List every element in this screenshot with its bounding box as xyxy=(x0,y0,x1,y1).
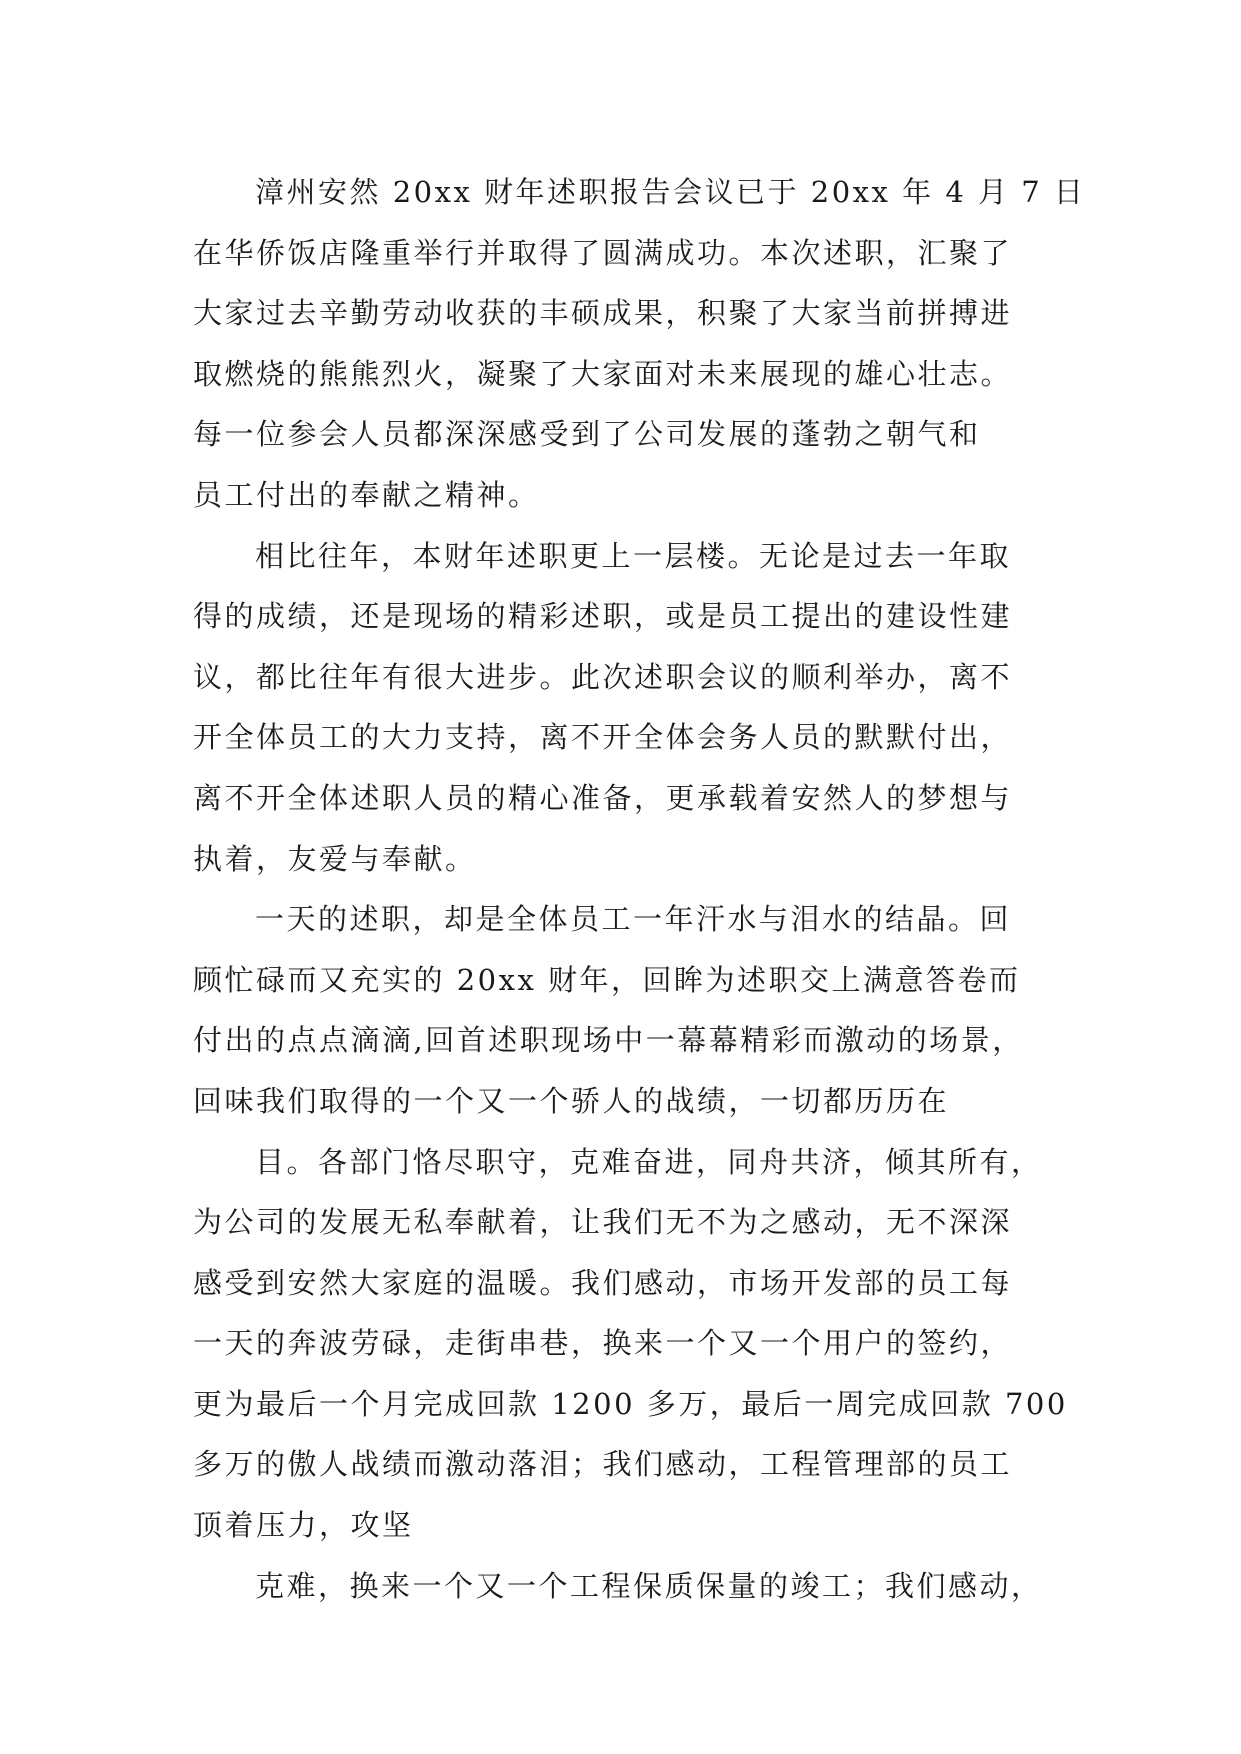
text-line: 顾忙碌而又充实的 20xx 财年，回眸为述职交上满意答卷而 xyxy=(193,962,1021,997)
text-line: 付出的点点滴滴,回首述职现场中一幕幕精彩而激动的场景， xyxy=(193,1023,1024,1058)
text-line: 每一位参会人员都深深感受到了公司发展的蓬勃之朝气和 xyxy=(193,417,981,452)
text-line: 一天的奔波劳碌，走街串巷，换来一个又一个用户的签约， xyxy=(193,1326,1013,1361)
text-line: 更为最后一个月完成回款 1200 多万，最后一周完成回款 700 xyxy=(193,1386,1068,1421)
text-line: 议，都比往年有很大进步。此次述职会议的顺利举办，离不 xyxy=(193,659,1013,694)
text-line: 离不开全体述职人员的精心准备，更承载着安然人的梦想与 xyxy=(193,780,1013,815)
text-line: 取燃烧的熊熊烈火，凝聚了大家面对未来展现的雄心壮志。 xyxy=(193,356,1013,391)
text-line: 在华侨饭店隆重举行并取得了圆满成功。本次述职，汇聚了 xyxy=(193,235,1013,270)
text-line: 克难，换来一个又一个工程保质保量的竣工；我们感动， xyxy=(255,1568,1043,1603)
text-line: 为公司的发展无私奉献着，让我们无不为之感动，无不深深 xyxy=(193,1205,1013,1240)
text-line: 感受到安然大家庭的温暖。我们感动，市场开发部的员工每 xyxy=(193,1265,1013,1300)
text-line: 顶着压力，攻坚 xyxy=(193,1508,414,1543)
text-line: 目。各部门恪尽职守，克难奋进，同舟共济，倾其所有， xyxy=(255,1144,1043,1179)
text-line: 员工付出的奉献之精神。 xyxy=(193,477,540,512)
text-line: 一天的述职，却是全体员工一年汗水与泪水的结晶。回 xyxy=(255,902,1012,937)
text-line: 执着，友爱与奉献。 xyxy=(193,841,477,876)
text-line: 大家过去辛勤劳动收获的丰硕成果，积聚了大家当前拼搏进 xyxy=(193,296,1013,331)
text-line: 相比往年，本财年述职更上一层楼。无论是过去一年取 xyxy=(255,538,1012,573)
text-line: 得的成绩，还是现场的精彩述职，或是员工提出的建设性建 xyxy=(193,599,1013,634)
text-line: 回味我们取得的一个又一个骄人的战绩，一切都历历在 xyxy=(193,1083,950,1118)
document-body xyxy=(193,162,1086,1616)
text-line: 多万的傲人战绩而激动落泪；我们感动，工程管理部的员工 xyxy=(193,1447,1013,1482)
text-line: 漳州安然 20xx 财年述职报告会议已于 20xx 年 4 月 7 日 xyxy=(255,175,1086,209)
text-line: 开全体员工的大力支持，离不开全体会务人员的默默付出， xyxy=(193,720,1013,755)
